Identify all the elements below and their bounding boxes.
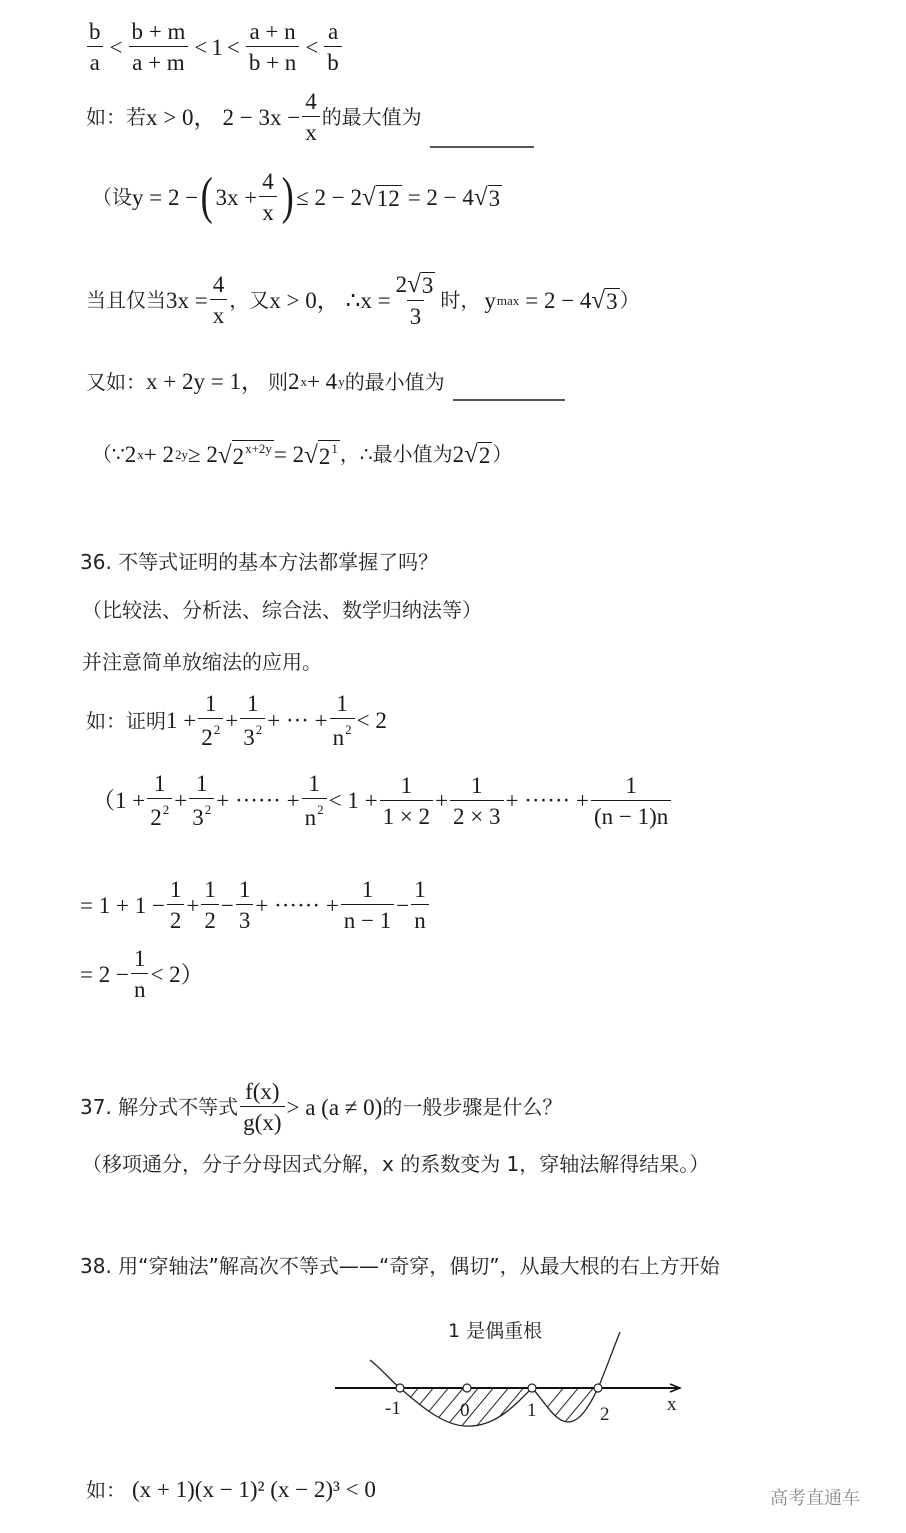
question-37-title: 37. 解分式不等式 $\frac{f(x)}{g(x)}$ > a (a ≠ 0) 的一般步骤是什么？ bbox=[80, 1079, 563, 1135]
question-38-example: 如： (x + 1)(x − 1)² (x − 2)³ < 0 bbox=[86, 1477, 376, 1502]
proof-line-2: = 1 + 1 − $\frac{1}{2}$ + $\frac{1}{2}$ − $\frac{1}{3}$ + ······ + $\frac{1}{n - 1}$ − $\frac{1}{n}$ bbox=[80, 878, 431, 932]
solution-2: （∵ 2 x + 2 2y ≥ 2 √ $2^{x+2y}$ = 2 √ $2^1$ ，∴最小值为 2 √ 2 ） bbox=[92, 440, 513, 469]
sign-curve bbox=[370, 1332, 620, 1426]
proof-line-3: = 2 − $\frac{1}{n}$ < 2） bbox=[80, 946, 204, 1002]
root-label-2: 2 bbox=[600, 1404, 610, 1425]
solution-1-step-2: 当且仅当 3x = $\frac{4}{x}$ ，又 x > 0， ∴ x = 2 √ 3 3 时， y max = 2 − 4 √ 3 ） bbox=[86, 271, 640, 329]
example-1: 如：若 x > 0， 2 − 3x − $\frac{4}{x}$ 的最大值为 bbox=[86, 90, 534, 144]
figure-caption: 1 是偶重根 bbox=[448, 1320, 543, 1342]
question-37-answer: （移项通分，分子分母因式分解，x 的系数变为 1，穿轴法解得结果。） bbox=[82, 1152, 710, 1176]
question-36-title: 36. 不等式证明的基本方法都掌握了吗？ bbox=[80, 550, 439, 574]
solution-1-step-1: （设 y = 2 − ( 3x + $\frac{4}{x}$ ) ≤ 2 − 2 √ 12 = 2 − 4 √ 3 bbox=[92, 168, 501, 225]
fraction-b-over-a: $\frac{b}{a}$ bbox=[86, 20, 104, 74]
inequality-chain: $\frac{b}{a}$ < $\frac{b + m}{a + m}$ < 1 < $\frac{a + n}{b + n}$ < $\frac{a}{b}$ bbox=[84, 20, 344, 74]
fraction-bm-over-am: $\frac{b + m}{a + m}$ bbox=[128, 20, 188, 74]
question-36-example: 如：证明 1 + $\frac{1}{2^2}$ + $\frac{1}{3^2}$ + ··· + $\frac{1}{n^2}$ < 2 bbox=[86, 691, 387, 750]
watermark: 高考直通车 bbox=[770, 1488, 860, 1509]
fraction-an-over-bn: $\frac{a + n}{b + n}$ bbox=[246, 20, 299, 74]
sqrt-3: √ 3 bbox=[473, 183, 501, 211]
root-label-neg1: -1 bbox=[385, 1398, 401, 1419]
fraction-a-over-b: $\frac{a}{b}$ bbox=[324, 20, 342, 74]
question-36-methods: （比较法、分析法、综合法、数学归纳法等） bbox=[82, 598, 482, 622]
wavy-curve-figure bbox=[330, 1310, 690, 1440]
answer-blank[interactable] bbox=[453, 399, 565, 401]
answer-blank[interactable] bbox=[430, 146, 534, 148]
axis-label-x: x bbox=[667, 1394, 677, 1415]
question-36-note: 并注意简单放缩法的应用。 bbox=[82, 650, 322, 674]
sqrt-12: √ 12 bbox=[361, 183, 400, 211]
proof-line-1: （1 + $\frac{1}{2^2}$ + $\frac{1}{3^2}$ + ······ + $\frac{1}{n^2}$ < 1 + $\frac{1}{1 \times 2}$ + $\frac{1}{2 \times 3}$ + ······ + $\frac{1}{(n - 1)n}$ bbox=[92, 772, 673, 829]
example-2: 又如： x + 2y = 1， 则 2 x + 4 y 的最小值为 bbox=[86, 370, 565, 393]
root-label-1: 1 bbox=[527, 1400, 537, 1421]
root-label-0: 0 bbox=[460, 1400, 470, 1421]
question-38-title: 38. 用“穿轴法”解高次不等式——“奇穿，偶切”，从最大根的右上方开始 bbox=[80, 1254, 720, 1278]
